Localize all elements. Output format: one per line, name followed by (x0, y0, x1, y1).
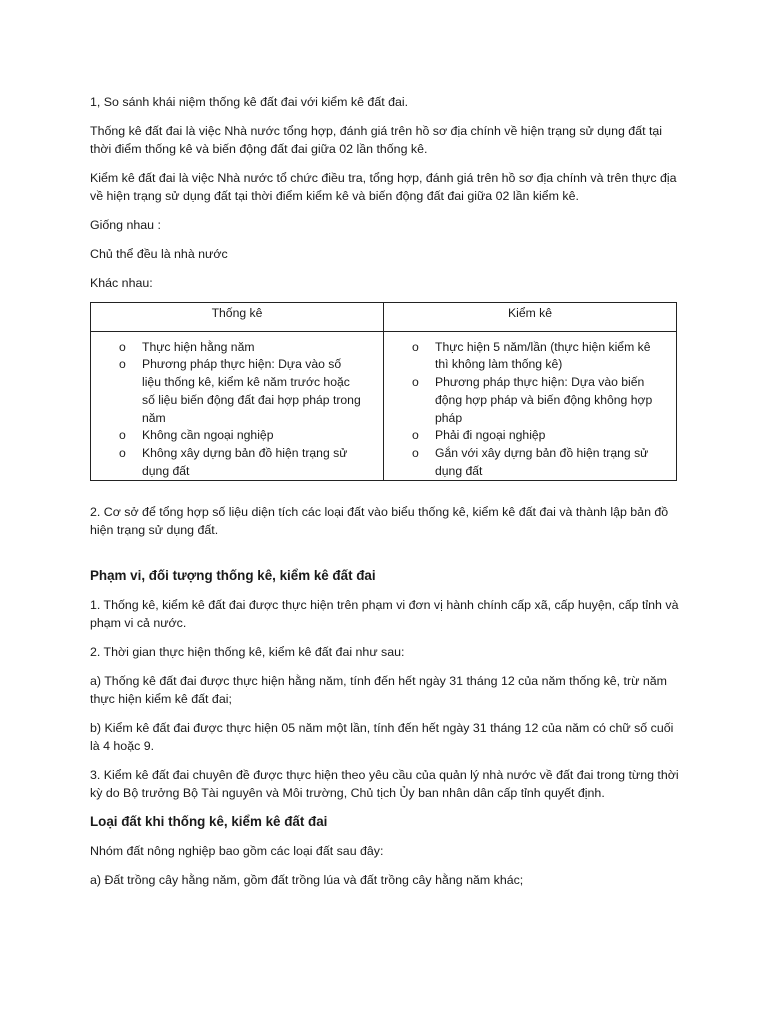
cell-kiem-ke (384, 331, 677, 481)
similarities-label: Giống nhau : (90, 218, 161, 232)
land-group-text: Nhóm đất nông nghiệp bao gồm các loại đất sau đây: (90, 844, 384, 859)
similarity-text: Chủ thể đều là nhà nước (90, 247, 228, 261)
header-kiem-ke: Kiểm kê (384, 303, 677, 332)
list-item: o Thực hiện 5 năm/lần (thực hiện kiểm kê thì không làm thống kê) (408, 339, 656, 374)
header-thong-ke: Thống kê (91, 303, 384, 332)
cell-thong-ke (91, 331, 384, 481)
list-item: o Phương pháp thực hiện: Dựa vào biến động hợp pháp và biến động không hợp pháp (408, 374, 656, 427)
scope-item-1: 1. Thống kê, kiểm kê đất đai được thực hiện trên phạm vi đơn vị hành chính cấp xã, cấp huyện, cấp tỉnh và phạm vi cả nước. (90, 598, 679, 631)
list-item: o Không xây dựng bản đồ hiện trạng sử dụng đất (115, 445, 363, 480)
list-kiem-ke (408, 339, 656, 481)
list-item: o Không cần ngoại nghiệp (115, 427, 363, 445)
list-item: o Phương pháp thực hiện: Dựa vào số liệu thống kê, kiểm kê năm trước hoặc số liệu biến động đất đai hợp pháp trong năm (115, 356, 363, 427)
land-item-a: a) Đất trồng cây hằng năm, gồm đất trồng lúa và đất trồng cây hằng năm khác; (90, 873, 524, 888)
differences-label: Khác nhau: (90, 276, 153, 290)
list-item: o Phải đi ngoại nghiệp (408, 427, 656, 445)
definition-kiem-ke: Kiểm kê đất đai là việc Nhà nước tổ chức điều tra, tổng hợp, đánh giá trên hồ sơ địa chính và trên thực địa về hiện trạng sử dụng đất tại thời điểm kiểm kê và biến động đất đai giữa 02 lần kiểm kê. (90, 171, 677, 203)
scope-item-2: 2. Thời gian thực hiện thống kê, kiểm kê đất đai như sau: (90, 645, 405, 660)
question-1: 1, So sánh khái niệm thống kê đất đai với kiểm kê đất đai. (90, 95, 409, 109)
definition-thong-ke: Thống kê đất đai là việc Nhà nước tổng hợp, đánh giá trên hồ sơ địa chính về hiện trạng sử dụng đất tại thời điểm thống kê và biến động đất đai giữa 02 lần thống kê. (90, 124, 663, 156)
table-header-row (91, 303, 677, 332)
scope-item-a: a) Thống kê đất đai được thực hiện hằng năm, tính đến hết ngày 31 tháng 12 của năm thống kê, trừ năm thực hiện kiểm kê đất đai; (90, 674, 667, 707)
table-row (91, 331, 677, 481)
list-item: o Gắn với xây dựng bản đồ hiện trạng sử dụng đất (408, 445, 656, 480)
question-2: 2. Cơ sở để tổng hợp số liệu diện tích các loại đất vào biểu thống kê, kiểm kê đất đai và thành lập bản đồ hiện trạng sử dụng đất. (90, 505, 669, 538)
heading-scope: Phạm vi, đối tượng thống kê, kiểm kê đất đai (90, 568, 376, 584)
scope-item-b: b) Kiểm kê đất đai được thực hiện 05 năm một lần, tính đến hết ngày 31 tháng 12 của năm có chữ số cuối là 4 hoặc 9. (90, 721, 674, 754)
comparison-table (90, 302, 677, 481)
list-thong-ke (115, 339, 363, 481)
scope-item-3: 3. Kiểm kê đất đai chuyên đề được thực hiện theo yêu cầu của quản lý nhà nước về đất đai trong từng thời kỳ do Bộ trưởng Bộ Tài nguyên và Môi trường, Chủ tịch Ủy ban nhân dân cấp tỉnh quyết định. (90, 768, 679, 801)
document-body (90, 93, 682, 900)
heading-land-types: Loại đất khi thống kê, kiểm kê đất đai (90, 814, 328, 830)
list-item: o Thực hiện hằng năm (115, 339, 363, 357)
